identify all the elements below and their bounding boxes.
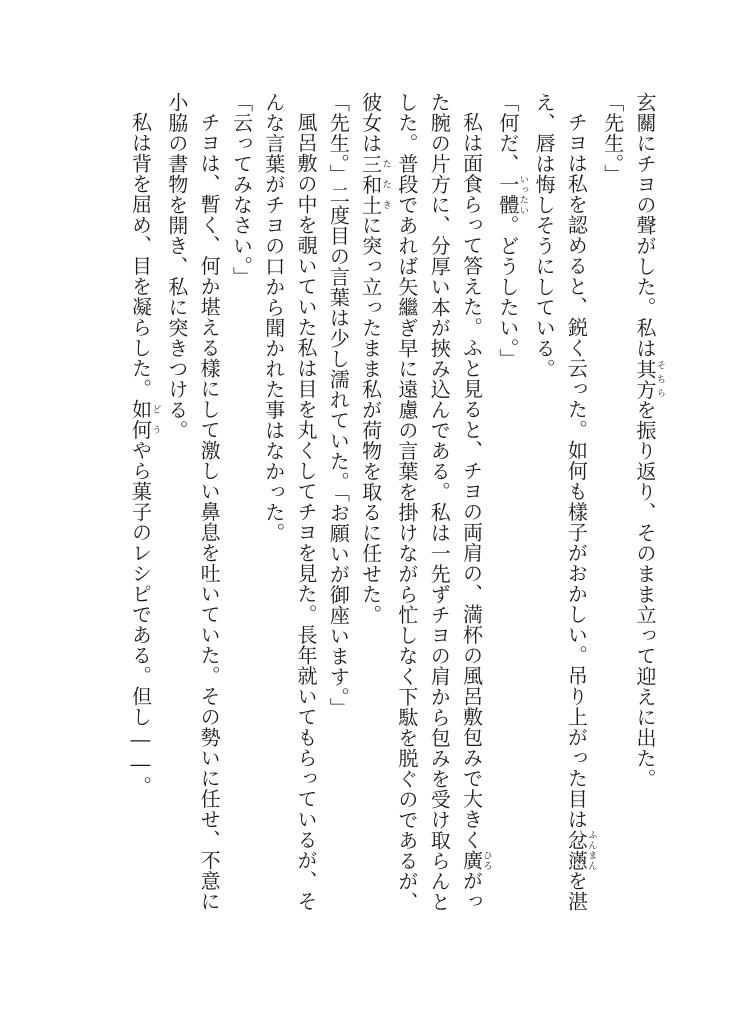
text-run: 「何だ、 bbox=[495, 92, 520, 174]
ruby-reading: どう bbox=[150, 399, 161, 440]
ruby-annotation bbox=[358, 153, 391, 216]
ruby-reading: たたき bbox=[380, 153, 391, 215]
ruby-base: 忿懣 bbox=[564, 829, 589, 871]
text-run: チヨは私を認めると、鋭く云った。如何も樣子がおかしい。吊り上がった目は bbox=[564, 112, 589, 830]
text-run: を湛 bbox=[564, 870, 589, 912]
text-run: 「云ってみなさい。」 bbox=[229, 92, 254, 287]
ruby-reading: ふんまん bbox=[586, 829, 597, 871]
ruby-reading: ひろ bbox=[481, 850, 492, 871]
text-run: を振り返り、そのまま立って迎えに出た。 bbox=[633, 399, 657, 789]
paragraph-p3 bbox=[560, 92, 596, 942]
ruby-annotation bbox=[633, 358, 665, 400]
ruby-base: 其方 bbox=[633, 358, 657, 400]
ruby-reading: いったい bbox=[517, 174, 528, 215]
ruby-reading: そちら bbox=[655, 358, 665, 400]
paragraph-p5 bbox=[492, 92, 528, 942]
ruby-annotation bbox=[495, 174, 528, 215]
paragraph-p12 bbox=[257, 92, 289, 942]
text-run: チヨは、暫く、何か堪える樣にして激しい鼻息を吐いていた。その勢いに任せ、不意に bbox=[197, 112, 222, 912]
ruby-base: 如何 bbox=[128, 399, 153, 440]
ruby-annotation bbox=[564, 829, 597, 871]
text-run: 小脇の書物を開き、私に突きつける。 bbox=[164, 92, 189, 441]
paragraph-p14 bbox=[193, 92, 225, 942]
ruby-base: 一體 bbox=[495, 174, 520, 215]
text-run: 私は背を屈め、目を凝らした。 bbox=[128, 112, 153, 399]
ruby-base: 廣 bbox=[459, 850, 484, 871]
text-run: んな言葉がチヨの口から聞かれた事はなかった。 bbox=[261, 92, 286, 543]
paragraph-p6 bbox=[455, 92, 491, 942]
paragraph-p9 bbox=[354, 92, 390, 942]
paragraph-p7 bbox=[423, 92, 455, 942]
ruby-annotation bbox=[128, 399, 161, 440]
text-run: 風呂敷の中を覗いていた私は目を丸くしてチヨを見た。長年就いてもらっているが、そ bbox=[294, 112, 319, 912]
paragraph-p15 bbox=[161, 92, 193, 942]
text-run: 「先生。」二度目の言葉は少し濡れていた。「お願いが御座います。」 bbox=[326, 92, 351, 718]
text-run: 玄關にチヨの聲がした。私は bbox=[633, 92, 657, 359]
paragraph-p1 bbox=[629, 92, 665, 942]
paragraph-p2 bbox=[596, 92, 628, 942]
paragraph-p11 bbox=[290, 92, 322, 942]
text-run: がっ bbox=[459, 870, 484, 912]
text-run: やら菓子のレシピである。但し――。 bbox=[128, 440, 153, 797]
ruby-base: 三和土 bbox=[358, 153, 383, 215]
text-run: に突っ立ったまま私が荷物を取るに任せた。 bbox=[358, 215, 383, 625]
paragraph-p8 bbox=[391, 92, 423, 942]
vertical-text-body bbox=[124, 92, 665, 942]
text-run: した。普段であれば矢繼ぎ早に遠慮の言葉を掛けながら忙しなく下駄を脱ぐのであるが、 bbox=[394, 92, 419, 912]
text-run: 。どうしたい。」 bbox=[495, 215, 520, 369]
ruby-annotation bbox=[459, 850, 492, 871]
paragraph-p4 bbox=[528, 92, 560, 942]
text-run: え、唇は悔しそうにしている。 bbox=[532, 92, 557, 379]
text-run: 私は面食らって答えた。ふと見ると、チヨの両肩の、満杯の風呂敷包みで大きく bbox=[459, 112, 484, 850]
paragraph-p10 bbox=[322, 92, 354, 942]
text-run: 彼女は bbox=[358, 92, 383, 154]
paragraph-p16 bbox=[124, 92, 160, 942]
text-run: 「先生。」 bbox=[600, 92, 625, 185]
paragraph-p13 bbox=[225, 92, 257, 942]
text-run: た腕の片方に、分厚い本が挾み込んである。私は一先ずチヨの肩から包みを受け取らんと bbox=[427, 92, 452, 912]
